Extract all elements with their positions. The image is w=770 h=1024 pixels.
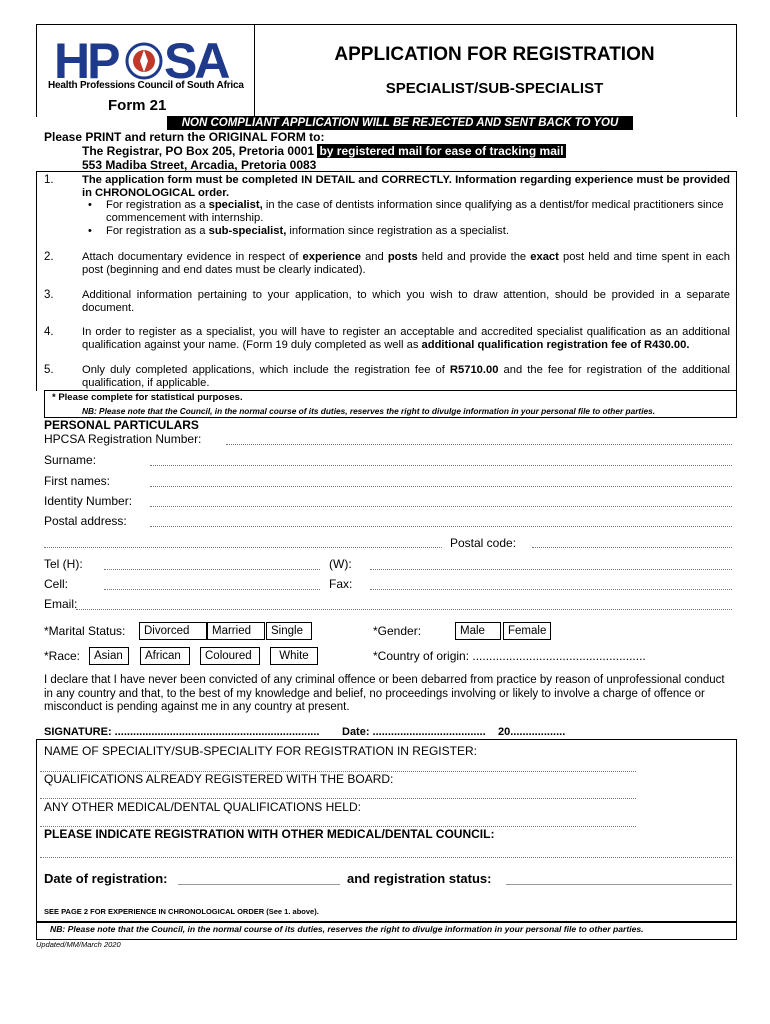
other-council-label: PLEASE INDICATE REGISTRATION WITH OTHER MEDICAL/DENTAL COUNCIL: — [44, 827, 495, 841]
bullet-sub-specialist — [106, 225, 730, 238]
year-field[interactable]: 20.................. — [498, 726, 566, 738]
text-part: Attach documentary evidence in respect of — [82, 251, 303, 263]
postal-code-field[interactable] — [532, 547, 732, 548]
registration-status-label: and registration status: — [347, 871, 492, 886]
bullet-specialist-post: in the case of dentists information since qualifying as a dentist/for medical practitioners since commencement with internship. — [106, 199, 724, 224]
gender-male-option[interactable]: Male — [455, 622, 501, 640]
text-part: Only duly completed applications, which include the registration fee of — [82, 364, 450, 376]
race-asian-option[interactable]: Asian — [89, 647, 129, 665]
qualifications-field[interactable] — [40, 798, 636, 799]
return-line-2 — [82, 144, 566, 158]
email-field[interactable] — [76, 609, 732, 610]
marital-married-option[interactable]: Married — [207, 622, 265, 640]
svg-text:HP: HP — [54, 33, 118, 89]
registration-status-field[interactable] — [506, 884, 732, 885]
instruction-2-text — [82, 251, 730, 277]
return-line-1: Please PRINT and return the ORIGINAL FORM to: — [44, 130, 325, 144]
gender-label: *Gender: — [373, 624, 422, 638]
header-divider — [254, 24, 255, 116]
race-african-option[interactable]: African — [140, 647, 190, 665]
date-field[interactable]: Date: ..................................... — [342, 726, 486, 738]
postal-address-label: Postal address: — [44, 514, 127, 528]
bullet-icon: • — [88, 225, 92, 237]
race-label: *Race: — [44, 649, 81, 663]
nb-note-bottom: NB: Please note that the Council, in the normal course of its duties, reserves the right to divulge information in your personal file to other parties. — [50, 924, 644, 934]
tel-work-field[interactable] — [370, 569, 732, 570]
registered-mail-highlight: by registered mail for ease of tracking mail — [319, 144, 564, 158]
date-of-registration-field[interactable] — [178, 884, 340, 885]
cell-label: Cell: — [44, 577, 69, 591]
postal-address-field-2[interactable] — [44, 547, 442, 548]
other-council-field[interactable] — [40, 857, 732, 858]
svg-text:SA: SA — [164, 33, 228, 89]
bold-part: experience — [302, 251, 361, 263]
identity-field[interactable] — [150, 506, 732, 507]
fax-label: Fax: — [329, 577, 353, 591]
gender-female-option[interactable]: Female — [503, 622, 551, 640]
see-page-2-note: SEE PAGE 2 FOR EXPERIENCE IN CHRONOLOGICAL ORDER (See 1. above). — [44, 907, 319, 916]
marital-single-option[interactable]: Single — [266, 622, 312, 640]
bold-part: posts — [387, 251, 418, 263]
first-names-field[interactable] — [150, 486, 732, 487]
instruction-1-text: The application form must be completed IN DETAIL and CORRECTLY. Information regarding experience must be provided in CHRONOLOGICAL order. — [82, 174, 730, 199]
instruction-5-text — [82, 364, 730, 390]
registrar-address: The Registrar, PO Box 205, Pretoria 0001 — [82, 144, 315, 158]
bullet-icon: • — [88, 199, 92, 211]
instruction-number-4: 4. — [44, 326, 54, 338]
text-part: held and provide the — [417, 251, 531, 263]
logo-subtitle: Health Professions Council of South Africa — [48, 80, 244, 91]
country-of-origin-field[interactable]: *Country of origin: .................................................... — [373, 649, 646, 663]
bullet-sub-pre: For registration as a — [106, 225, 209, 237]
non-compliant-banner: NON COMPLIANT APPLICATION WILL BE REJECTED AND SENT BACK TO YOU — [167, 116, 633, 130]
instruction-number-2: 2. — [44, 251, 54, 263]
date-of-registration-label: Date of registration: — [44, 871, 168, 886]
declaration-text: I declare that I have never been convicted of any criminal offence or been debarred from practice by reason of unprofessional conduct in any country and that, to the best of my knowledge and belief, no proceedings involving or likely to involve a charge of offence or misconduct is pending against me in any country at present. — [44, 674, 725, 713]
marital-divorced-option[interactable]: Divorced — [139, 622, 207, 640]
bold-part: exact — [530, 251, 559, 263]
race-white-option[interactable]: White — [270, 647, 318, 665]
postal-address-field-1[interactable] — [150, 526, 732, 527]
identity-label: Identity Number: — [44, 494, 133, 508]
reg-number-field[interactable] — [226, 444, 732, 445]
nb-note-top: NB: Please note that the Council, in the normal course of its duties, reserves the right to divulge information in your personal file to other parties. — [82, 406, 656, 416]
qualifications-label: QUALIFICATIONS ALREADY REGISTERED WITH THE BOARD: — [44, 772, 394, 786]
tel-work-label: (W): — [329, 557, 352, 571]
instruction-number-1: 1. — [44, 174, 54, 186]
bold-part: R5710.00 — [449, 364, 499, 376]
speciality-name-label: NAME OF SPECIALITY/SUB-SPECIALITY FOR REGISTRATION IN REGISTER: — [44, 744, 477, 758]
first-names-label: First names: — [44, 474, 111, 488]
instruction-number-5: 5. — [44, 364, 54, 376]
page-subtitle: SPECIALIST/SUB-SPECIALIST — [385, 80, 604, 97]
instruction-4-text — [82, 326, 730, 352]
tel-home-field[interactable] — [104, 569, 320, 570]
page-title: APPLICATION FOR REGISTRATION — [334, 44, 655, 65]
form-number: Form 21 — [108, 97, 167, 114]
text-part: and — [360, 251, 388, 263]
stats-note: * Please complete for statistical purposes. — [52, 392, 243, 403]
postal-code-label: Postal code: — [450, 536, 517, 550]
cell-field[interactable] — [104, 589, 320, 590]
instruction-number-3: 3. — [44, 289, 54, 301]
instruction-3-text: Additional information pertaining to your application, to which you wish to draw attention, should be provided in a separate document. — [82, 289, 730, 314]
bullet-sub-bold: sub-specialist, — [208, 225, 287, 237]
bullet-specialist-bold: specialist, — [208, 199, 263, 211]
text-part: In order to register as a specialist, you will have to register an acceptable and accredited specialist qualification as an additional qualification against your name. (Form 19 duly completed as well as — [82, 326, 730, 351]
fax-field[interactable] — [370, 589, 732, 590]
race-coloured-option[interactable]: Coloured — [200, 647, 260, 665]
other-qualifications-label: ANY OTHER MEDICAL/DENTAL QUALIFICATIONS HELD: — [44, 800, 361, 814]
bold-part: additional qualification registration fee of R430.00. — [421, 339, 690, 351]
return-line-3: 553 Madiba Street, Arcadia, Pretoria 0083 — [82, 158, 317, 172]
bullet-specialist-pre: For registration as a — [106, 199, 209, 211]
email-label: Email: — [44, 597, 78, 611]
marital-status-label: *Marital Status: — [44, 624, 126, 638]
text-part: post held and time spent in each post (beginning and end dates must be clearly indicated). — [82, 251, 731, 276]
bullet-sub-post: information since registration as a specialist. — [286, 225, 509, 237]
personal-heading: PERSONAL PARTICULARS — [44, 418, 199, 432]
surname-field[interactable] — [150, 465, 732, 466]
reg-number-label: HPCSA Registration Number: — [44, 432, 202, 446]
footer-updated: Updated/MM/March 2020 — [36, 940, 121, 949]
signature-field[interactable]: SIGNATURE: ................................................................... — [44, 726, 320, 738]
tel-home-label: Tel (H): — [44, 557, 83, 571]
text-part: and the fee for registration of the additional qualification, if applicable. — [82, 364, 730, 389]
bullet-specialist — [106, 199, 730, 225]
surname-label: Surname: — [44, 453, 97, 467]
